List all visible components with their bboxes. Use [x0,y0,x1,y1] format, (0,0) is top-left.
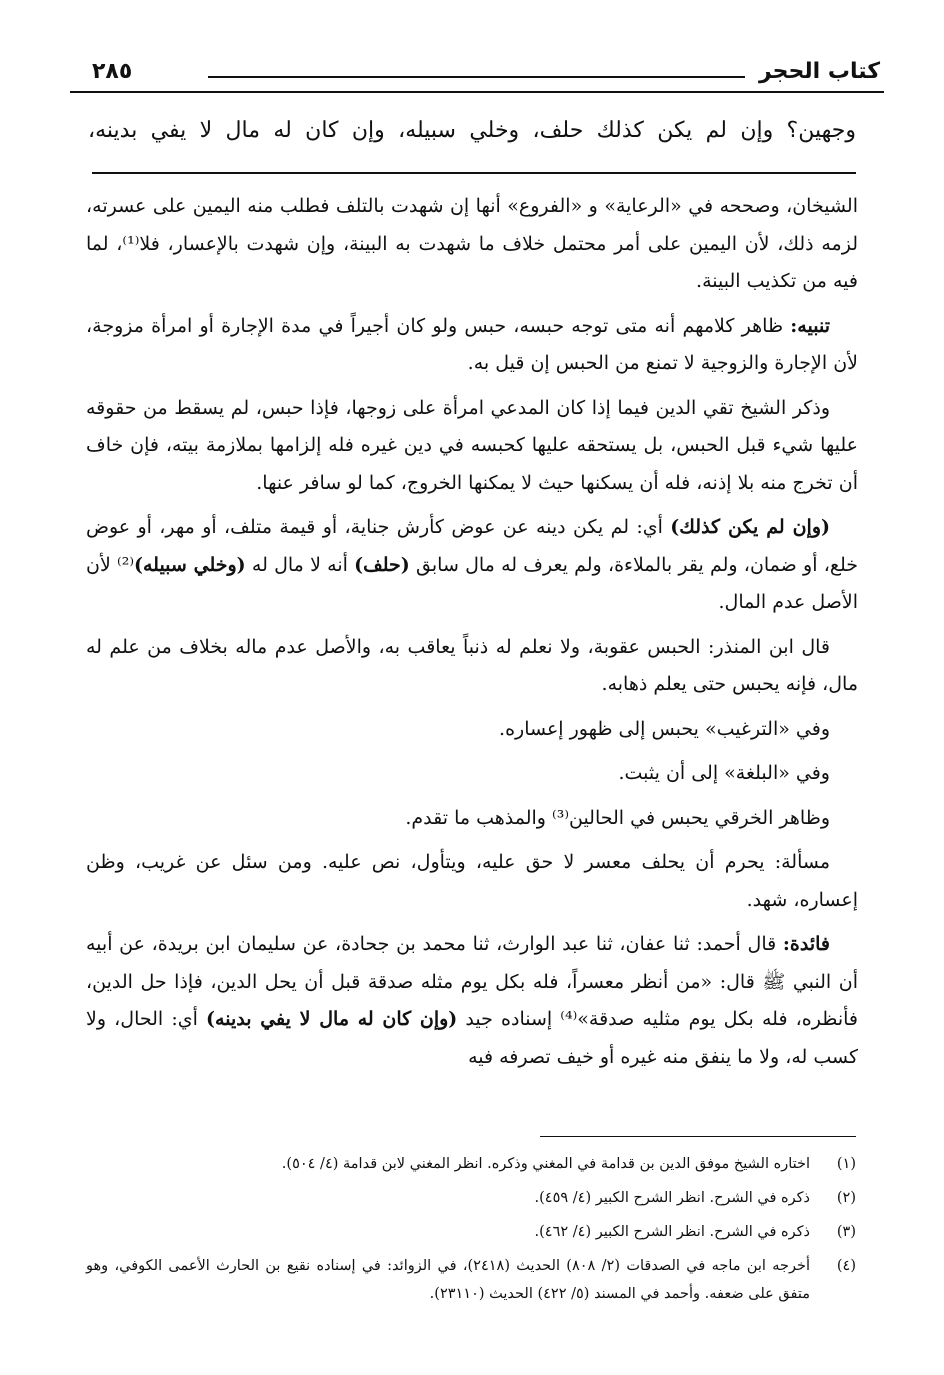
paragraph-text: أي: الحال، ولا كسب له، ولا ما ينفق منه غيره أو خيف تصرفه فيه [86,1008,858,1068]
matn-text: وجهين؟ وإن لم يكن كذلك حلف، وخلي سبيله، وإن كان له مال لا يفي بدينه، [88,118,856,143]
matn-divider [92,172,856,174]
footnote-text: ذكره في الشرح. انظر الشرح الكبير (٤/ ٤٦٢). [534,1224,810,1240]
commentary-paragraph [86,629,858,704]
commentary-body [86,188,858,1083]
commentary-paragraph [86,509,858,622]
paragraph-text: ظاهر كلامهم أنه متى توجه حبسه، حبس ولو كان أجيراً في مدة الإجارة أو امرأة مزوجة، لأن الإجارة والزوجية لا تمنع من الحبس إن قيل به. [86,314,858,374]
paragraph-text: قال أحمد: ثنا عفان، ثنا عبد الوارث، ثنا محمد بن جحادة، عن سليمان ابن بريدة، عن أبيه أن النبي ﷺ قال: «من أنظر معسراً، فله بكل يوم مثله صدقة قبل أن يحل الدين، فإذا حل الدين، فأنظره، فله بكل يوم مثليه صدقة»⁽⁴⁾ إسناده جيد [86,933,858,1030]
quoted-matn: (حلف) [354,553,410,576]
running-title: كتاب الحجر [759,59,880,84]
commentary-paragraph [86,844,858,919]
footnote-rule [540,1136,856,1137]
commentary-paragraph [86,755,858,793]
commentary-paragraph [86,188,858,301]
paragraph-text: مسألة: يحرم أن يحلف معسر لا حق عليه، ويتأول، نص عليه. ومن سئل عن غريب، وظن إعساره، شهد. [86,851,858,911]
page-number: ٢٨٥ [92,59,133,84]
paragraph-text: الشيخان، وصححه في «الرعاية» و «الفروع» أنها إن شهدت بالتلف فطلب منه اليمين على عسرته، لزمه ذلك، لأن اليمين على أمر محتمل خلاف ما شهدت به البينة، وإن شهدت بالإعسار، فلا⁽¹⁾، لما فيه من تكذيب البينة. [86,195,858,292]
footnote-text: ذكره في الشرح. انظر الشرح الكبير (٤/ ٤٥٩). [534,1190,810,1206]
paragraph-text: وفي «البلغة» إلى أن يثبت. [618,762,830,784]
quoted-matn: (وإن كان له مال لا يفي بدينه) [206,1008,458,1030]
commentary-paragraph [86,800,858,838]
quoted-matn: (وإن لم يكن كذلك) [670,516,830,538]
quoted-matn: (وخلي سبيله) [133,553,246,576]
footnote [86,1252,856,1308]
paragraph-lead: تنبيه: [790,314,830,337]
footnotes [86,1150,856,1314]
paragraph-text: أي: لم يكن دينه عن عوض كأرش جناية، أو قيمة متلف، أو مهر، أو عوض خلع، أو ضمان، ولم يقر بالملاءة، ولم يعرف له مال سابق [86,516,858,576]
quoted-matn: فائدة: [782,933,830,955]
commentary-paragraph [86,711,858,749]
paragraph-text: أنه لا مال له [245,553,355,576]
commentary-paragraph [86,926,858,1076]
footnote [86,1150,856,1178]
footnote-number: (٣) [836,1224,856,1240]
paragraph-text: وذكر الشيخ تقي الدين فيما إذا كان المدعي امرأة على زوجها، فإذا حبس، لم يسقط من حقوقه عليها شيء قبل الحبس، بل يستحقه عليها كحبسه في دين غيره فله إلزامها بملازمة بيته، فإن خاف أن تخرج منه بلا إذنه، فله أن يسكنها حيث لا يمكنها الخروج، كما لو سافر عنها. [86,396,858,494]
footnote [86,1218,856,1246]
paragraph-text: وفي «الترغيب» يحبس إلى ظهور إعساره. [499,717,830,740]
paragraph-text: قال ابن المنذر: الحبس عقوبة، ولا نعلم له ذنباً يعاقب به، والأصل عدم ماله بخلاف من علم له مال، فإنه يحبس حتى يعلم ذهابه. [86,635,858,695]
footnote-number: (١) [836,1156,856,1172]
footnote-text: أخرجه ابن ماجه في الصدقات (٢/ ٨٠٨) الحديث (٢٤١٨)، في الزوائد: في إسناده نقيع بن الحارث الأعمى الكوفي، وهو متفق على ضعفه. وأحمد في المسند (٥/ ٤٢٢) الحديث (٢٣١١٠). [86,1258,810,1302]
paragraph-text: وظاهر الخرقي يحبس في الحالين⁽³⁾ والمذهب ما تقدم. [405,806,830,829]
paragraph-text: ⁽²⁾ لأن الأصل عدم المال. [86,553,858,613]
footnote-number: (٢) [836,1190,856,1206]
footnote [86,1184,856,1212]
commentary-paragraph [86,308,858,383]
page-header [70,52,880,92]
footnote-number: (٤) [836,1258,856,1274]
footnote-text: اختاره الشيخ موفق الدين بن قدامة في المغني وذكره. انظر المغني لابن قدامة (٤/ ٥٠٤). [281,1156,810,1172]
commentary-paragraph [86,390,858,503]
header-underline [70,91,884,93]
header-rule [208,76,745,78]
